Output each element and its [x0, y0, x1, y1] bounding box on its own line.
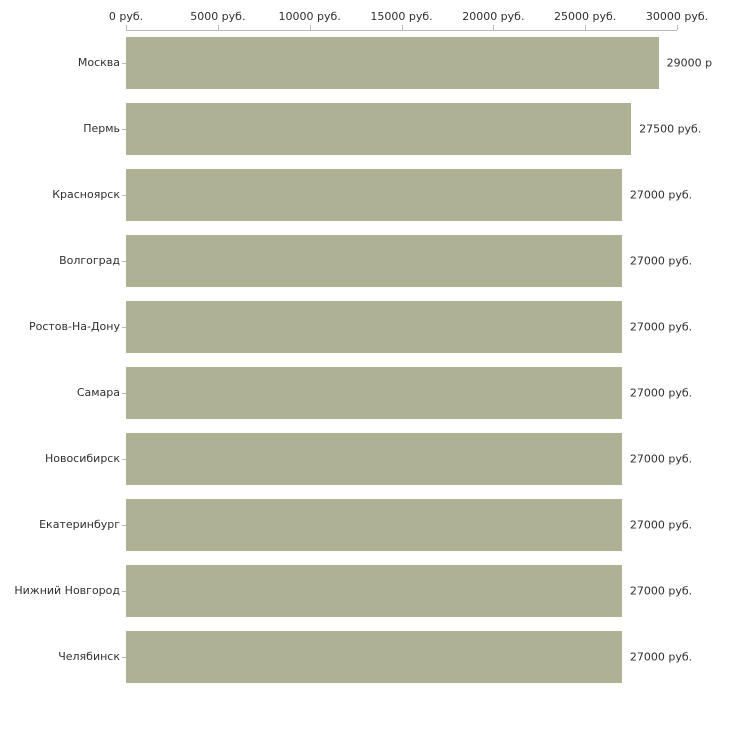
bar-value-label: 27000 руб. [629, 584, 693, 598]
bar-value-label: 27000 руб. [629, 518, 693, 532]
bar-row [126, 367, 693, 419]
bar-value-label: 27000 руб. [629, 650, 693, 664]
bar-value-label: 27000 руб. [629, 320, 693, 334]
bar-value-label: 29000 р [666, 56, 713, 70]
bar-value-label: 27000 руб. [629, 188, 693, 202]
bar-row [126, 235, 693, 287]
category-label: Москва [77, 56, 120, 69]
bar[interactable] [126, 169, 622, 221]
bar-row [126, 301, 693, 353]
bar[interactable] [126, 565, 622, 617]
category-label: Нижний Новгород [14, 584, 120, 597]
category-tick-mark [122, 393, 126, 394]
category-tick-mark [122, 525, 126, 526]
category-label: Новосибирск [44, 452, 120, 465]
category-tick-mark [122, 657, 126, 658]
bar[interactable] [126, 367, 622, 419]
x-axis-tick-label: 30000 руб. [645, 10, 709, 23]
bar[interactable] [126, 103, 631, 155]
category-tick-mark [122, 591, 126, 592]
category-tick-mark [122, 195, 126, 196]
bar[interactable] [126, 235, 622, 287]
category-tick-mark [122, 261, 126, 262]
bar-value-label: 27500 руб. [639, 122, 702, 136]
bar[interactable] [126, 499, 622, 551]
x-axis-tick-label: 25000 руб. [554, 10, 617, 23]
bar-row [126, 565, 693, 617]
category-label: Волгоград [59, 254, 120, 267]
category-tick-mark [122, 63, 126, 64]
category-tick-mark [122, 129, 126, 130]
bar-row [126, 499, 693, 551]
x-axis-tick-label: 15000 руб. [370, 10, 433, 23]
category-label: Екатеринбург [39, 518, 120, 531]
plot-area [126, 30, 713, 690]
x-axis-tick-mark [677, 25, 678, 30]
category-tick-mark [122, 327, 126, 328]
bar-value-label: 27000 руб. [629, 452, 693, 466]
bar-value-label: 27000 руб. [629, 386, 693, 400]
bar-row [126, 37, 713, 89]
bar-value-label: 27000 руб. [629, 254, 693, 268]
category-tick-mark [122, 459, 126, 460]
bar[interactable] [126, 301, 622, 353]
bar-row [126, 433, 693, 485]
bar-row [126, 631, 693, 683]
bar[interactable] [126, 631, 622, 683]
bar[interactable] [126, 37, 659, 89]
x-axis-tick-label: 10000 руб. [278, 10, 341, 23]
bar[interactable] [126, 433, 622, 485]
bar-row [126, 103, 702, 155]
x-axis-tick-label: 0 руб. [108, 10, 144, 23]
x-axis-tick-label: 20000 руб. [462, 10, 525, 23]
category-label: Челябинск [58, 650, 120, 663]
category-label: Самара [76, 386, 120, 399]
x-axis-tick-label: 5000 руб. [190, 10, 246, 23]
category-label: Ростов-На-Дону [28, 320, 120, 333]
category-label: Пермь [83, 122, 120, 135]
bar-row [126, 169, 693, 221]
category-label: Красноярск [52, 188, 120, 201]
